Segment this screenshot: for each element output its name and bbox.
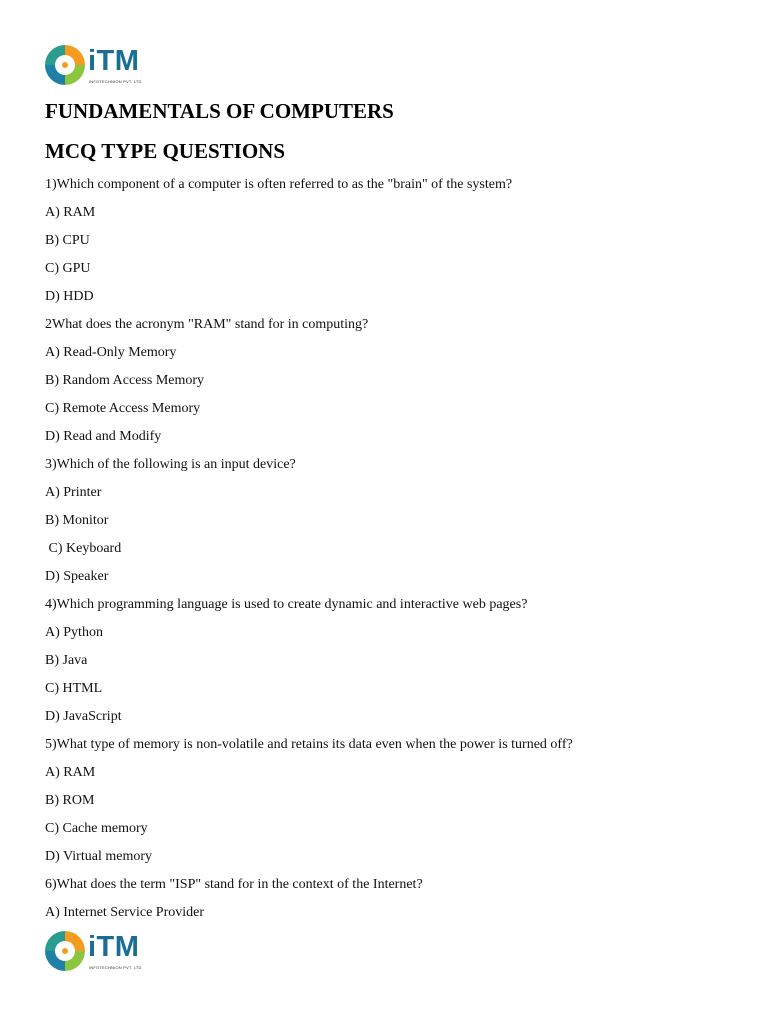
answer-option: D) Virtual memory (45, 849, 152, 864)
answer-option: C) GPU (45, 261, 91, 276)
logo-tagline: INFOTECHNION PVT. LTD (89, 79, 142, 84)
question-text: 1)Which component of a computer is often referred to as the "brain" of the system? (45, 177, 513, 192)
logo-emblem-icon (44, 44, 86, 86)
answer-option: C) Keyboard (45, 541, 122, 556)
logo-emblem-icon (44, 930, 86, 972)
answer-option: C) Remote Access Memory (45, 401, 201, 416)
document-subtitle: MCQ TYPE QUESTIONS (45, 139, 285, 163)
question-list (45, 175, 745, 931)
question-text: 3)Which of the following is an input device? (45, 457, 296, 472)
answer-option: D) HDD (45, 289, 94, 304)
answer-option: C) HTML (45, 681, 103, 696)
answer-option: B) Java (45, 653, 88, 668)
company-logo-footer (44, 930, 148, 974)
answer-option: A) Printer (45, 485, 102, 500)
document-title: FUNDAMENTALS OF COMPUTERS (45, 99, 394, 123)
logo-wordmark: iTM (88, 45, 140, 77)
answer-option: D) Speaker (45, 569, 109, 584)
question-text: 6)What does the term "ISP" stand for in the context of the Internet? (45, 877, 423, 892)
answer-option: A) RAM (45, 205, 96, 220)
answer-option: A) Python (45, 625, 103, 640)
answer-option: A) Internet Service Provider (45, 905, 204, 920)
answer-option: A) RAM (45, 765, 96, 780)
answer-option: B) CPU (45, 233, 90, 248)
answer-option: D) Read and Modify (45, 429, 162, 444)
logo-wordmark: iTM (88, 931, 140, 963)
answer-option: C) Cache memory (45, 821, 148, 836)
logo-tagline: INFOTECHNION PVT. LTD (89, 965, 142, 970)
company-logo (44, 44, 148, 88)
question-text: 5)What type of memory is non-volatile and retains its data even when the power is turned off? (45, 737, 573, 752)
answer-option: B) Monitor (45, 513, 109, 528)
answer-option: A) Read-Only Memory (45, 345, 177, 360)
question-text: 2What does the acronym "RAM" stand for in computing? (45, 317, 369, 332)
question-text: 4)Which programming language is used to create dynamic and interactive web pages? (45, 597, 528, 612)
answer-option: B) ROM (45, 793, 95, 808)
answer-option: B) Random Access Memory (45, 373, 205, 388)
answer-option: D) JavaScript (45, 709, 122, 724)
